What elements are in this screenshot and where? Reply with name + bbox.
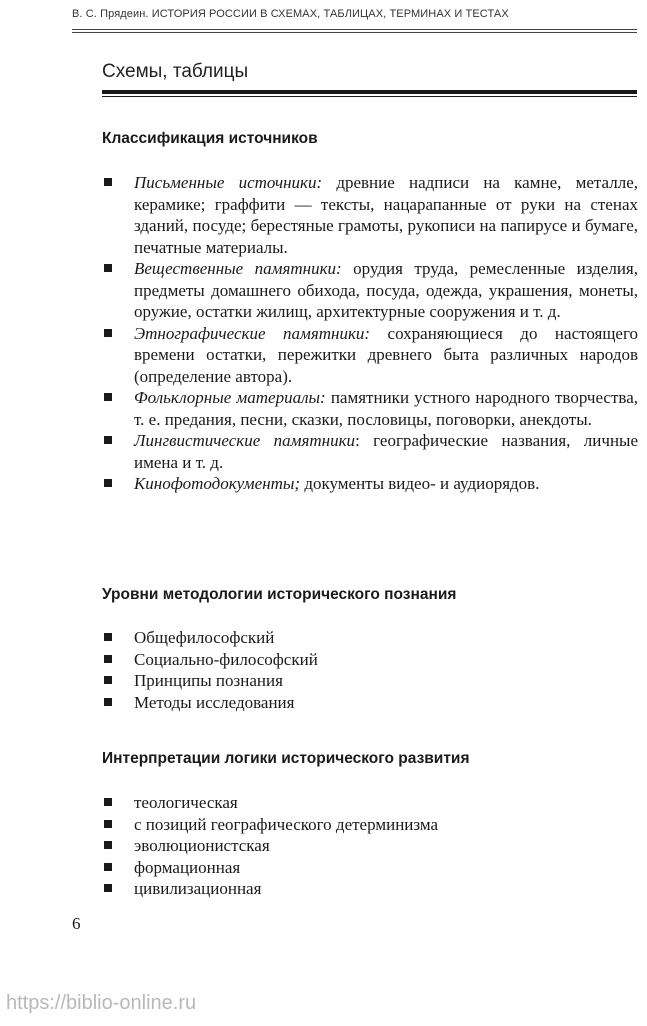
- item-text: древние надписи на камне, металле, керамике; граффити — тексты, нацарапанные от руки на стенах зданий, посуде; берестяные грамоты, рукописи на папирусе и бумаге, печатные материалы.: [134, 173, 638, 257]
- sources-list: [102, 172, 638, 495]
- item-term: Кинофотодокументы;: [134, 474, 301, 493]
- page-number: 6: [72, 914, 81, 933]
- interpretations-heading: Интерпретации логики исторического развития: [102, 750, 470, 767]
- list-item: [102, 473, 638, 495]
- list-item: формационная: [102, 857, 638, 879]
- list-item: Общефилософский: [102, 627, 638, 649]
- list-item: Методы исследования: [102, 692, 638, 714]
- item-term: Фольклорные материалы:: [134, 388, 326, 407]
- section-label: Схемы, таблицы: [102, 61, 249, 82]
- item-text: документы видео- и аудиорядов.: [300, 474, 540, 493]
- list-item: с позиций географического детерминизма: [102, 814, 638, 836]
- interpretations-list: [102, 792, 638, 900]
- item-text: : географические названия, личные имена и т. д.: [134, 431, 639, 472]
- section-rule-thin: [102, 96, 637, 97]
- list-item: Социально-философский: [102, 649, 638, 671]
- section-rule-thick: [102, 90, 637, 94]
- levels-heading: Уровни методологии исторического познания: [102, 586, 457, 603]
- item-term: Этнографические памятники:: [134, 323, 371, 343]
- item-text: орудия труда, ремесленные изделия, предметы домашнего обихода, посуда, одежда, украшения, монеты, оружие, остатки жилищ, архитектурные сооружения и т. д.: [134, 259, 638, 321]
- levels-list: [102, 627, 638, 713]
- header-rule-bottom: [72, 32, 637, 33]
- list-item: [102, 430, 638, 473]
- item-term: Лингвистические памятники: [134, 431, 356, 450]
- watermark-link[interactable]: https://biblio-online.ru: [6, 992, 197, 1014]
- list-item: теологическая: [102, 792, 638, 814]
- item-term: Письменные источники:: [134, 173, 323, 192]
- list-item: [102, 172, 638, 258]
- list-item: цивилизационная: [102, 878, 638, 900]
- list-item: Принципы познания: [102, 670, 638, 692]
- item-text: сохраняющиеся до настоящего времени остатки, пережитки древнего быта различных народов (определение автора).: [134, 323, 638, 386]
- item-term: Вещественные памятники:: [134, 259, 342, 278]
- list-item: [102, 387, 638, 430]
- sources-heading: Классификация источников: [102, 130, 318, 147]
- list-item: [102, 258, 638, 323]
- running-title: В. С. Прядеин. ИСТОРИЯ РОССИИ В СХЕМАХ, ТАБЛИЦАХ, ТЕРМИНАХ И ТЕСТАХ: [72, 8, 509, 20]
- header-rule-top: [72, 29, 637, 30]
- list-item: эволюционистская: [102, 835, 638, 857]
- item-text: памятники устного народного творчества, т. е. предания, песни, сказки, пословицы, поговорки, анекдоты.: [134, 388, 639, 429]
- list-item: [102, 323, 638, 388]
